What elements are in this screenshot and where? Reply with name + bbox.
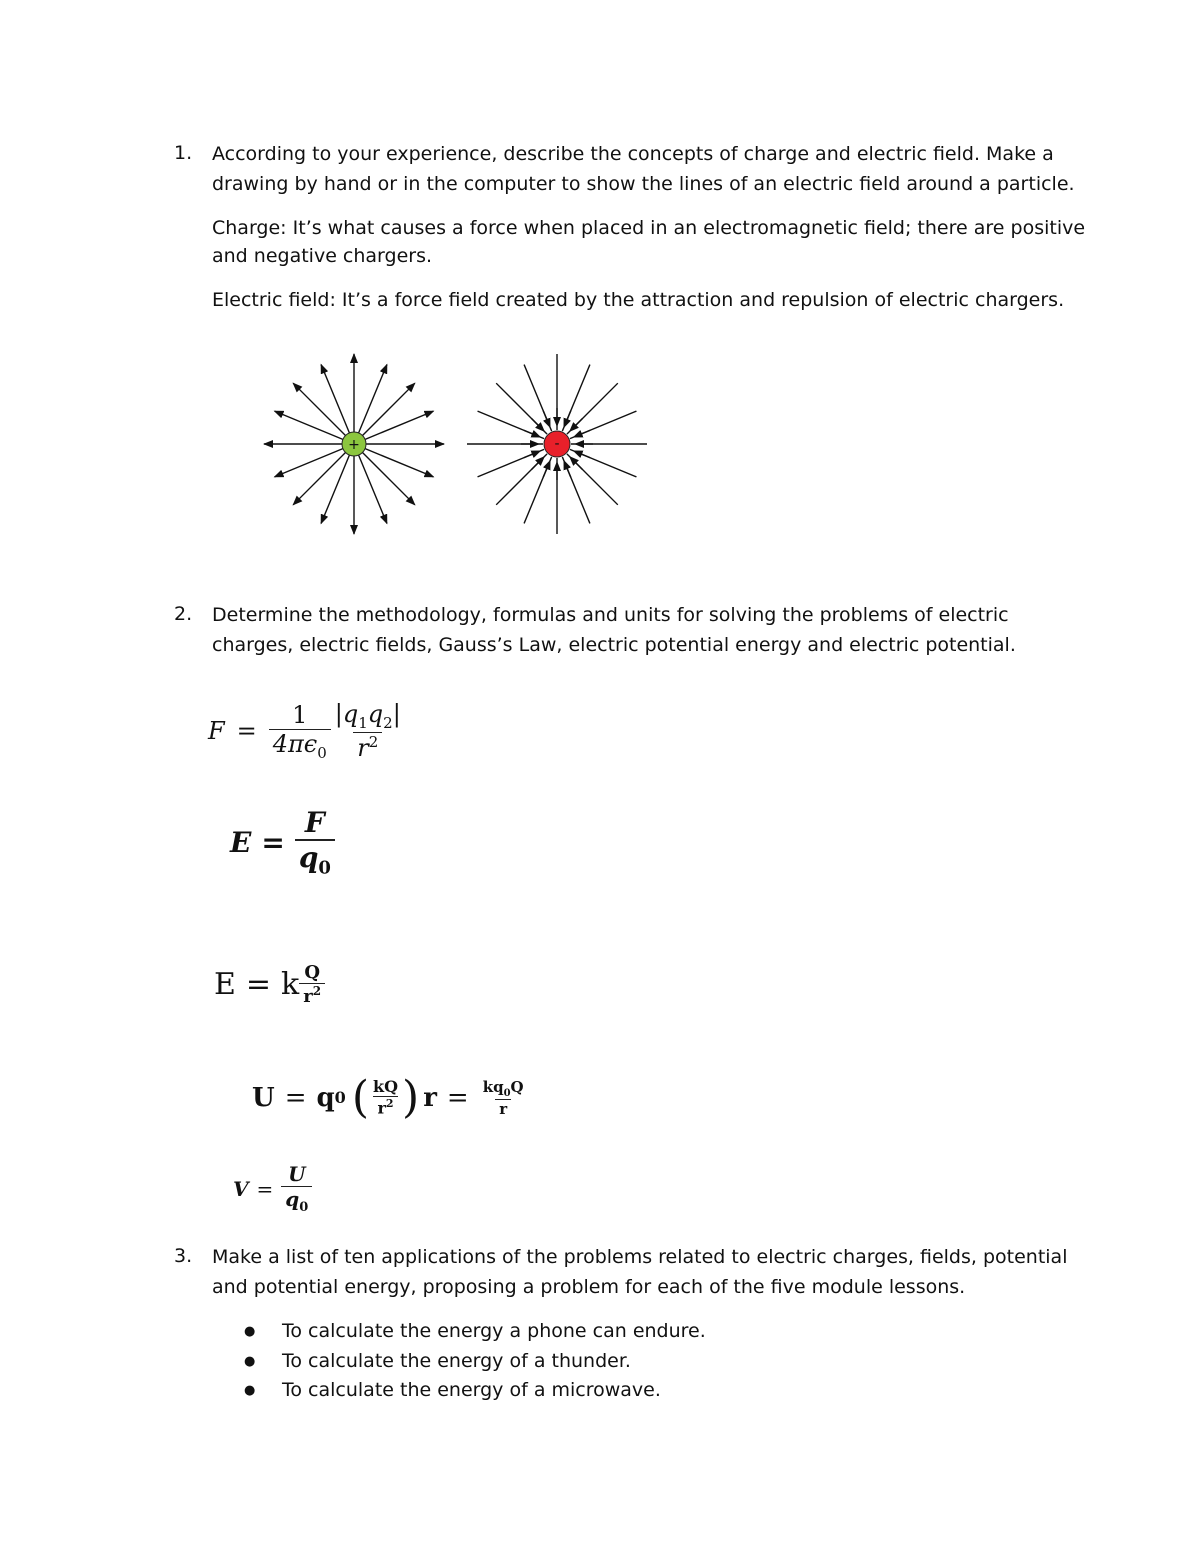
point-field-equals: = xyxy=(245,967,272,1002)
energy-inner-r-exponent: 2 xyxy=(385,1097,394,1111)
field-def-denominator xyxy=(295,839,335,879)
outward-field-line xyxy=(354,383,415,444)
energy-left-paren: ( xyxy=(351,1072,369,1123)
inward-arrow xyxy=(577,452,590,457)
bullet-icon: ● xyxy=(244,1353,256,1369)
question-2-text xyxy=(212,600,1092,660)
negative-charge-symbol: - xyxy=(554,436,560,452)
coulomb-law-formula xyxy=(208,700,405,762)
energy-inner-r: r xyxy=(377,1098,386,1118)
field-def-q: q xyxy=(298,841,319,874)
point-field-lhs: E xyxy=(214,967,236,1002)
field-def-lhs: E xyxy=(230,825,252,859)
bullet-icon: ● xyxy=(244,1383,256,1398)
charge-definition xyxy=(212,214,1092,270)
energy-result-fraction xyxy=(479,1078,528,1118)
coulomb-q1: |q xyxy=(334,700,359,728)
energy-result-numerator xyxy=(479,1078,528,1099)
coulomb-constant-denominator xyxy=(269,729,331,762)
coulomb-q2: q xyxy=(367,700,384,728)
coulomb-abs-close: | xyxy=(392,700,401,728)
coulomb-q1-subscript: 1 xyxy=(358,713,368,732)
charge-line-2: and negative chargers. xyxy=(212,245,433,267)
question-3-line-2: and potential energy, proposing a problem for each of the five module lessons. xyxy=(212,1276,966,1298)
inward-arrow xyxy=(532,419,542,429)
question-1-number: 1. xyxy=(174,142,193,164)
question-1-line-1: According to your experience, describe the concepts of charge and electric field. Make a xyxy=(212,143,1054,165)
point-field-denominator xyxy=(299,983,325,1007)
energy-result-q-subscript: 0 xyxy=(503,1087,511,1099)
field-def-q-subscript: 0 xyxy=(318,857,331,879)
coulomb-epsilon-subscript: 0 xyxy=(317,743,327,762)
inward-arrow xyxy=(577,430,590,435)
question-1-line-2: drawing by hand or in the computer to show the lines of an electric field around a particle. xyxy=(212,173,1075,195)
coulomb-charge-denominator xyxy=(353,732,382,762)
coulomb-equals: = xyxy=(236,716,257,745)
field-def-equals: = xyxy=(261,825,285,859)
point-field-r: r xyxy=(303,986,313,1007)
question-3-line-1: Make a list of ten applications of the problems related to electric charges, fields, potential xyxy=(212,1246,1068,1268)
question-3-text xyxy=(212,1242,1092,1302)
coulomb-r-exponent: 2 xyxy=(368,732,379,751)
energy-q-subscript: 0 xyxy=(334,1088,346,1107)
potential-q-subscript: 0 xyxy=(299,1200,309,1215)
inward-arrow xyxy=(524,430,537,435)
bullet-icon: ● xyxy=(244,1324,256,1339)
energy-q: q xyxy=(316,1082,335,1113)
list-item-text: To calculate the energy a phone can endure. xyxy=(282,1320,706,1342)
point-charge-field-formula xyxy=(214,962,325,1007)
point-field-numerator: Q xyxy=(304,962,320,983)
potential-fraction xyxy=(281,1162,312,1215)
field-def-numerator: F xyxy=(304,806,325,839)
energy-result-Q: Q xyxy=(510,1077,524,1096)
coulomb-constant-fraction xyxy=(269,701,331,762)
charge-line-1 xyxy=(212,214,1092,242)
outward-field-line xyxy=(293,383,354,444)
energy-r: r xyxy=(423,1082,437,1113)
inward-arrow xyxy=(543,411,548,424)
electric-potential-formula xyxy=(233,1162,312,1215)
point-field-fraction xyxy=(299,962,325,1007)
electric-field-definition-formula xyxy=(230,806,335,879)
coulomb-4pi-epsilon: 4πϵ xyxy=(272,729,318,758)
applications-list xyxy=(244,1317,706,1406)
point-field-r-exponent: 2 xyxy=(312,984,322,998)
inward-arrow xyxy=(532,460,542,470)
coulomb-r: r xyxy=(357,733,369,762)
energy-lhs: U xyxy=(252,1082,275,1113)
electric-field-label: Electric field: xyxy=(212,289,336,311)
coulomb-charge-numerator xyxy=(331,700,405,732)
inward-arrow xyxy=(543,464,548,477)
potential-numerator: U xyxy=(288,1162,306,1186)
point-field-k: k xyxy=(281,967,300,1002)
energy-result-denominator: r xyxy=(495,1099,511,1118)
potential-lhs: V xyxy=(233,1176,249,1201)
electric-field-definition xyxy=(212,286,1092,314)
question-2-line-2: charges, electric fields, Gauss’s Law, electric potential energy and electric potential. xyxy=(212,634,1016,656)
energy-inner-fraction xyxy=(369,1077,402,1117)
charge-label: Charge: xyxy=(212,217,287,239)
list-item xyxy=(244,1317,706,1347)
charge-text-1: It’s what causes a force when placed in an electromagnetic field; there are positive xyxy=(292,217,1086,239)
question-1-text xyxy=(212,139,1092,199)
field-def-fraction xyxy=(295,806,335,879)
inward-arrow xyxy=(565,411,570,424)
question-2-line-1: Determine the methodology, formulas and units for solving the problems of electric xyxy=(212,604,1009,626)
coulomb-charge-fraction xyxy=(331,700,405,762)
inward-arrow xyxy=(524,452,537,457)
list-item xyxy=(244,1347,706,1377)
energy-equals: = xyxy=(284,1082,307,1113)
potential-denominator xyxy=(281,1186,312,1215)
energy-result-kq: kq xyxy=(482,1077,504,1096)
list-item xyxy=(244,1376,706,1406)
outward-field-line xyxy=(293,444,354,505)
energy-inner-denominator xyxy=(373,1096,397,1117)
question-3-number: 3. xyxy=(174,1245,193,1267)
list-item-text: To calculate the energy of a thunder. xyxy=(282,1349,631,1372)
outward-field-line xyxy=(354,444,415,505)
potential-q: q xyxy=(285,1187,300,1211)
inward-arrow xyxy=(573,460,583,470)
energy-inner-numerator: kQ xyxy=(372,1077,399,1097)
question-2-number: 2. xyxy=(174,603,193,625)
electric-field-diagram xyxy=(250,340,670,550)
list-item-text: To calculate the energy of a microwave. xyxy=(282,1379,661,1401)
potential-equals: = xyxy=(256,1176,274,1201)
energy-right-paren: ) xyxy=(402,1072,420,1123)
coulomb-q2-subscript: 2 xyxy=(383,713,393,732)
energy-equals-2: = xyxy=(446,1082,469,1113)
electric-field-text: It’s a force field created by the attraction and repulsion of electric chargers. xyxy=(341,289,1065,311)
potential-energy-formula xyxy=(252,1072,528,1123)
positive-charge-symbol: + xyxy=(348,437,360,453)
coulomb-lhs: F xyxy=(208,716,225,745)
inward-arrow xyxy=(565,464,570,477)
inward-arrow xyxy=(573,419,583,429)
coulomb-constant-numerator: 1 xyxy=(292,700,308,729)
